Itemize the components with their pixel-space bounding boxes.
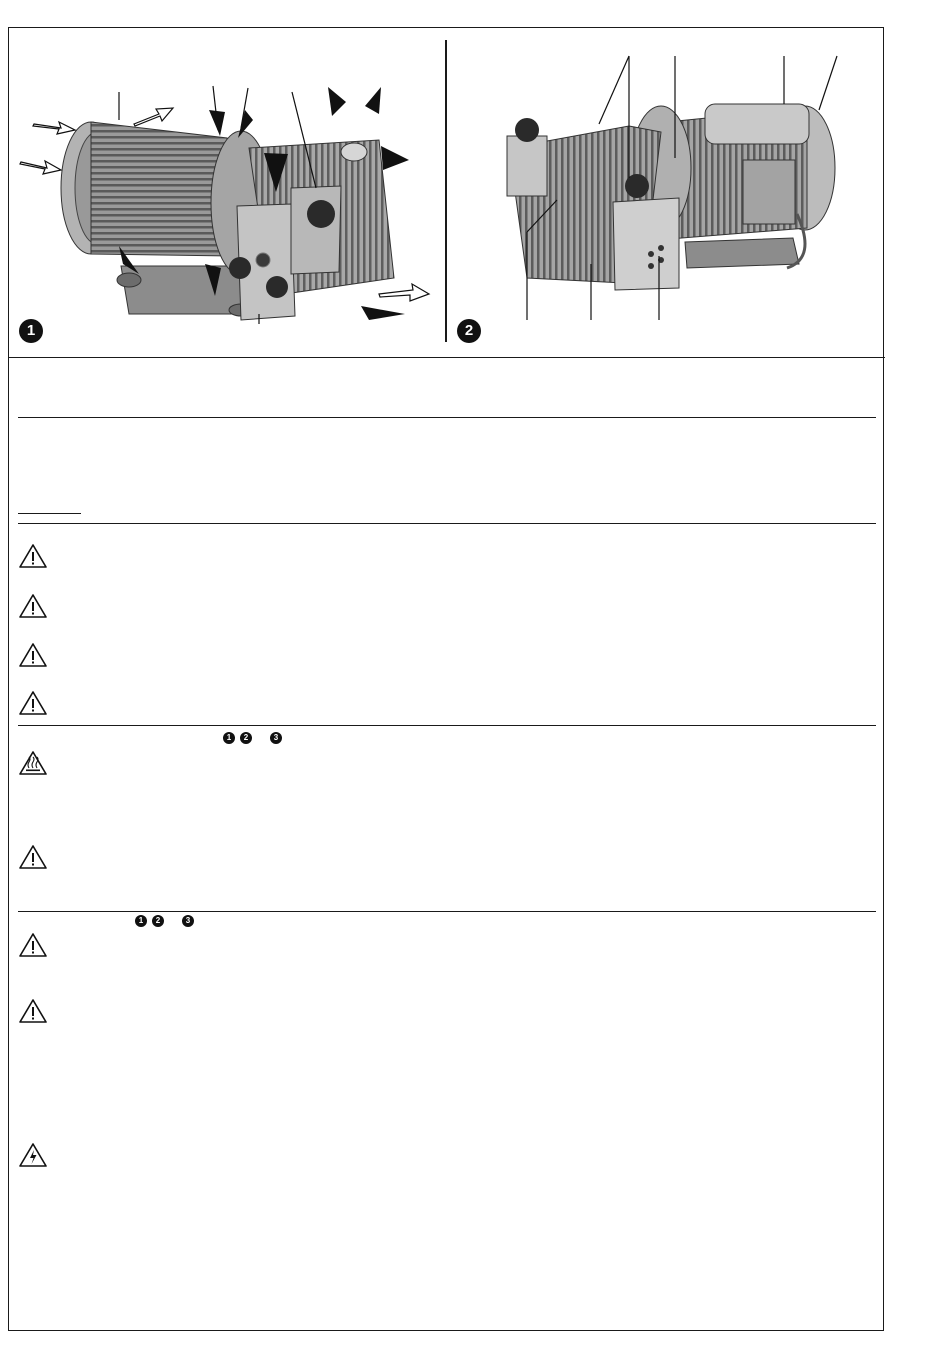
short-underline-rule — [18, 513, 81, 514]
page-frame — [8, 27, 884, 1331]
section-rule — [18, 725, 876, 726]
figure-reference-marks — [135, 915, 194, 927]
figure-ref-3: 3 — [182, 915, 194, 927]
warning-triangle-icon — [18, 593, 48, 619]
figure-2-panel — [447, 28, 885, 358]
figure-ref-2: 2 — [240, 732, 252, 744]
figure-1-panel — [9, 28, 445, 358]
electrical-hazard-icon — [18, 1142, 48, 1168]
figure-2-number: 2 — [457, 319, 481, 343]
warning-triangle-icon — [18, 543, 48, 569]
warning-triangle-icon — [18, 932, 48, 958]
figure-reference-marks — [223, 732, 282, 744]
section-rule — [9, 357, 885, 358]
warning-triangle-icon — [18, 642, 48, 668]
figure-1-illustration — [9, 28, 445, 358]
warning-triangle-icon — [18, 998, 48, 1024]
figure-ref-1: 1 — [223, 732, 235, 744]
section-rule — [18, 417, 876, 418]
section-rule — [18, 911, 876, 912]
figure-1-number: 1 — [19, 319, 43, 343]
figure-ref-2: 2 — [152, 915, 164, 927]
figure-ref-3: 3 — [270, 732, 282, 744]
warning-triangle-icon — [18, 844, 48, 870]
figure-2-illustration — [447, 28, 885, 358]
section-rule — [18, 523, 876, 524]
figure-ref-1: 1 — [135, 915, 147, 927]
warning-triangle-icon — [18, 690, 48, 716]
hot-surface-icon — [18, 750, 48, 776]
